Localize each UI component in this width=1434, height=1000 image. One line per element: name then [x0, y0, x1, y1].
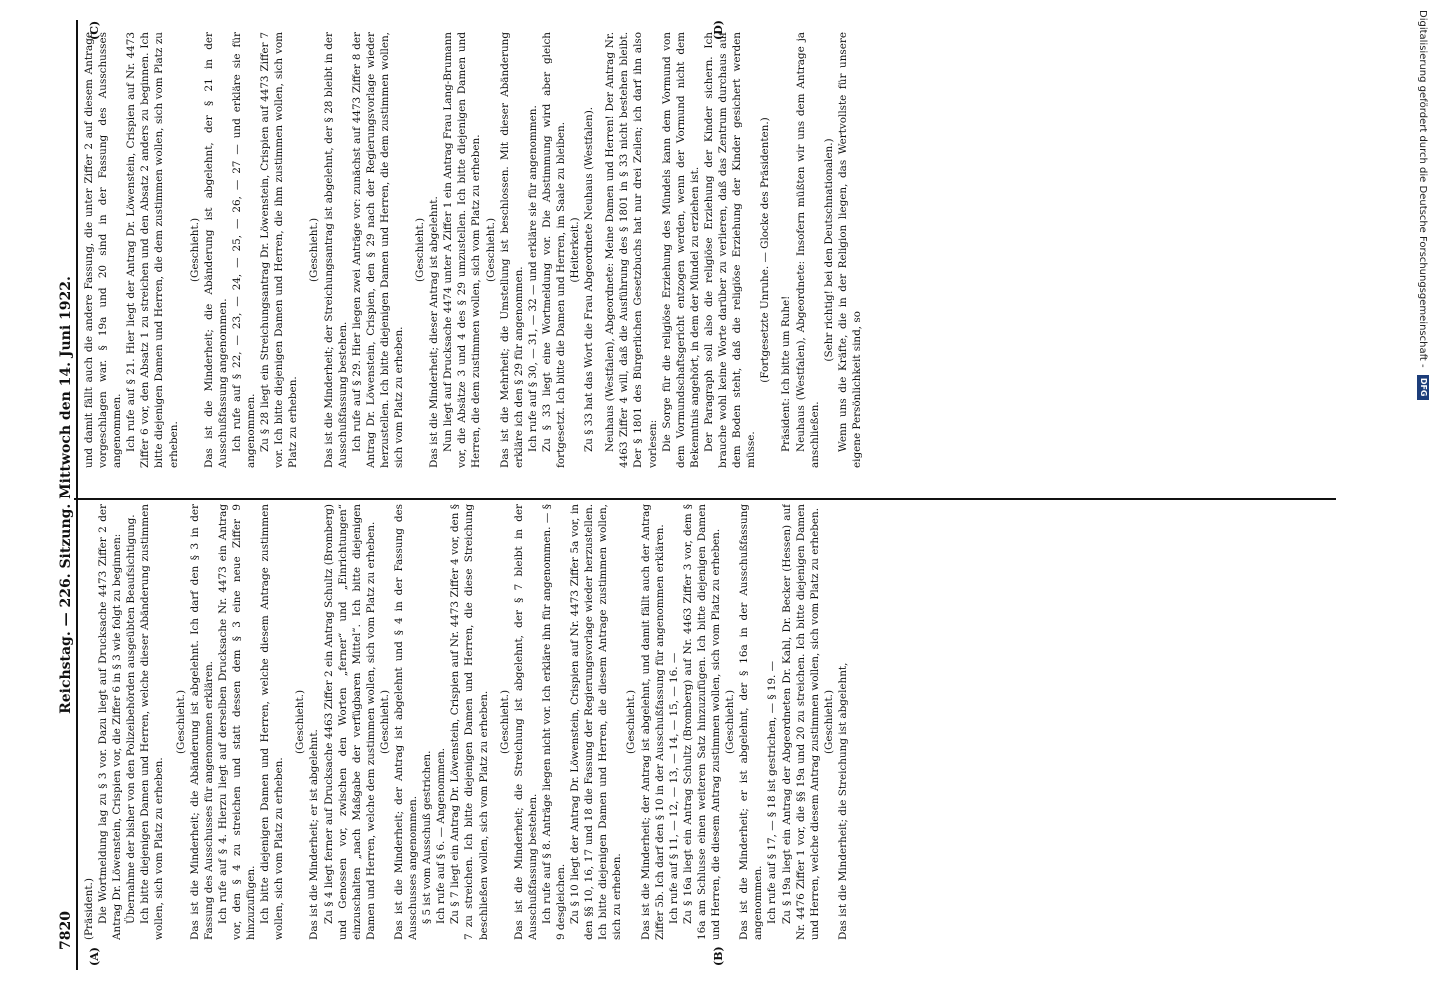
paragraph: und damit fällt auch die andere Fassung, die unter Ziffer 2 auf diesem Antrage vorgeschlagen war. § 19a und 20 sind in der Fassung des Ausschusses angenommen. [83, 32, 124, 468]
paragraph: Ich rufe auf § 29. Hier liegen zwei Anträge vor: zunächst auf 4473 Ziffer 8 der Antrag Dr. Löwenstein, Crispien, den § 29 nach der Regierungsvorlage wieder herzustellen. Ich bitte diejenigen Damen und Herren, die dem zustimmen wollen, sich vom Platz zu erheben. [350, 32, 405, 468]
paragraph: Ich rufe auf § 6. — Angenommen. [435, 747, 448, 924]
paragraph: Zu § 19a liegt ein Antrag der Abgeordneten Dr. Kahl, Dr. Becker (Hessen) auf Nr. 4476 Ziffer 1 vor, die §§ 19a und 20 zu streichen. Ich bitte diejenigen Damen und Herren, welche diesem Antrag zustimmen wollen, sich vom Platz zu erheben. [780, 504, 821, 940]
stage-direction: (Geschieht.) [174, 689, 187, 755]
paragraph: Ich bitte diejenigen Damen und Herren, welche diesem Antrage zustimmen wollen, sich vom Platz zu erheben. [259, 504, 286, 940]
speech-paragraph: Neuhaus (Westfalen), Abgeordnete: Meine Damen und Herren! Der Antrag Nr. 4463 Ziffer 4 will, daß die Ausführung des § 1801 in § 33 nicht bestehen bleibt. Der § 1801 des Bürgerlichen Gesetzbuchs hat nur drei Zeilen; ich darf ihn also vorlesen: [604, 32, 659, 468]
paragraph: Zu § 16a liegt ein Antrag Schultz (Bromberg) auf Nr. 4463 Ziffer 3 vor, dem § 16a am Schlusse einen weiteren Satz hinzuzufügen. Ich bitte diejenigen Damen und Herren, die diesem Antrag zustimmen wollen, sich vom Platz zu erheben. [681, 504, 723, 940]
speech-paragraph: Präsident: Ich bitte um Ruhe! [780, 295, 793, 452]
stage-direction: (Geschieht.) [498, 689, 511, 755]
speech-paragraph: Neuhaus (Westfalen), Abgeordnete: Insofern müßten wir uns dem Antrage ja anschließen. [794, 32, 821, 468]
header-rule [76, 20, 78, 970]
paragraph: Das ist die Minderheit; die Streichung ist abgelehnt, der § 7 bleibt in der Ausschußfassung bestehen. [512, 504, 539, 940]
page-number: 7820 [58, 911, 74, 950]
stage-direction: (Sehr richtig! bei den Deutschnationalen.) [822, 138, 835, 362]
paragraph: Ich rufe auf § 22, — 23, — 24, — 25, — 26, — 27 — und erkläre sie für angenommen. [230, 32, 258, 468]
stage-direction: (Fortgesetzte Unruhe. — Glocke des Präsidenten.) [759, 117, 772, 383]
paragraph: Das ist die Mehrheit; die Umstellung ist beschlossen. Mit dieser Abänderung erkläre ich den § 29 für angenommen. [498, 32, 525, 468]
paragraph: Das ist die Minderheit; die Abänderung ist abgelehnt, der § 21 in der Ausschußfassung angenommen. [202, 32, 229, 468]
paragraph: Die Wortmeldung lag zu § 3 vor. Dazu liegt auf Drucksache 4473 Ziffer 2 der Antrag Dr. Löwenstein, Crispien vor, die Ziffer 6 in § 3 wie folgt zu beginnen: [97, 504, 124, 940]
speaker-label: (Präsident.) [83, 878, 95, 940]
paragraph: Der Paragraph soll also die religiöse Erziehung der Kinder sichern. Ich brauche wohl keine Worte darüber zu verlieren, daß das Zentrum durchaus auf dem Boden steht, daß die religiöse Erziehung der Kinder gesichert werden müsse. [702, 32, 758, 468]
paragraph: Zu § 7 liegt ein Antrag Dr. Löwenstein, Crispien auf Nr. 4473 Ziffer 4 vor, den § 7 zu streichen. Ich bitte diejenigen Damen und Herren, die diese Streichung beschließen wollen, sich vom Platz zu erheben. [449, 504, 490, 940]
paragraph: § 5 ist vom Ausschuß gestrichen. [421, 750, 434, 924]
right-text-column [82, 32, 1332, 468]
paragraph: Ich rufe auf § 4. Hierzu liegt auf derselben Drucksache Nr. 4473 ein Antrag vor, den § 4 zu streichen und statt dessen dem § 3 eine neue Ziffer 9 hinzuzufügen. [216, 504, 258, 940]
paragraph: Das ist die Minderheit; der Antrag ist abgelehnt und § 4 in der Fassung des Ausschusses angenommen. [392, 504, 420, 940]
dfg-logo: DFG [1417, 375, 1429, 400]
stage-direction: (Geschieht.) [625, 689, 638, 755]
stage-direction: (Geschieht.) [294, 689, 307, 755]
quoted-text: Übernahme der bisher von den Polizeibehörden ausgeübten Beaufsichtigung. [125, 514, 138, 924]
stage-direction: (Geschieht.) [724, 689, 737, 755]
paragraph: Das ist die Minderheit; dieser Antrag ist abgelehnt. [428, 196, 441, 468]
margin-marker-a: (A) [88, 947, 101, 966]
column-divider [74, 498, 1336, 500]
paragraph: Das ist die Minderheit; die Streichung ist abgelehnt, [836, 662, 849, 940]
paragraph: Zu § 28 liegt ein Streichungsantrag Dr. Löwenstein, Crispien auf 4473 Ziffer 7 vor. Ich bitte diejenigen Damen und Herren, die ihm zustimmen wollen, sich vom Platz zu erheben. [259, 32, 300, 468]
paragraph: Ich rufe auf § 8. Anträge liegen nicht vor. Ich erkläre ihn für angenommen. — § 9 desgleichen. [540, 504, 567, 940]
paragraph: Das ist die Minderheit; der Antrag ist abgelehnt, und damit fällt auch der Antrag Ziffer 5b. Ich darf den § 10 in der Ausschußfassung für angenommen erklären. [639, 504, 666, 940]
stage-direction: (Heiterkeit.) [569, 217, 582, 283]
paragraph: Ich rufe auf § 17, — § 18 ist gestrichen, — § 19. — [766, 660, 779, 924]
paragraph: Ich rufe auf § 11, — 12, — 13, — 14, — 15, — 16. — [667, 652, 680, 924]
paragraph: Zu § 33 liegt eine Wortmeldung vor. Die Abstimmung wird aber gleich fortgesetzt. Ich bitte die Damen und Herren, im Saale zu bleiben. [540, 32, 567, 468]
margin-marker-b: (B) [712, 946, 725, 966]
paragraph: Das ist die Minderheit; er ist abgelehnt, der § 16a in der Ausschußfassung angenommen. [738, 504, 765, 940]
stage-direction: (Geschieht.) [378, 689, 391, 755]
stage-direction: (Geschieht.) [484, 217, 497, 283]
paragraph: Zu § 10 liegt der Antrag Dr. Löwenstein, Crispien auf Nr. 4473 Ziffer 5a vor, in den §§ 10, 16, 17 und 18 die Fassung der Regierungsvorlage wieder herzustellen. Ich bitte diejenigen Damen und Herren, die diesem Antrage zustimmen wollen, sich zu erheben. [569, 504, 624, 940]
stage-direction: (Geschieht.) [414, 217, 427, 283]
paragraph: Ich bitte diejenigen Damen und Herren, welche dieser Abänderung zustimmen wollen, sich vom Platz zu erheben. [139, 504, 166, 940]
paragraph: Zu § 33 hat das Wort die Frau Abgeordnete Neuhaus (Westfalen). [583, 106, 596, 452]
paragraph: Zu § 4 liegt ferner auf Drucksache 4463 Ziffer 2 ein Antrag Schultz (Bromberg) und Genossen vor, zwischen den Worten „ferner“ und „Einrichtungen“ einzuschalten „nach Maßgabe der verfügbaren Mittel“. Ich bitte diejenigen Damen und Herren, welche dem zustimmen wollen, sich vom Platz zu erheben. [322, 504, 377, 940]
paragraph: Das ist die Minderheit; die Abänderung ist abgelehnt. Ich darf den § 3 in der Fassung des Ausschusses für angenommen erklären. [188, 504, 215, 940]
paragraph: Das ist die Minderheit; er ist abgelehnt. [308, 729, 321, 940]
left-text-column [82, 504, 1332, 940]
paragraph: Das ist die Minderheit; der Streichungsantrag ist abgelehnt, der § 28 bleibt in der Ausschußfassung bestehen. [322, 32, 349, 468]
margin-marker-d: (D) [712, 20, 725, 40]
paragraph: Nun liegt auf Drucksache 4474 unter A Ziffer 1 ein Antrag Frau Lang-Brumann vor, die Absätze 3 und 4 des § 29 umzustellen. Ich bitte diejenigen Damen und Herren, die dem zustimmen wollen, sich vom Platz zu erheben. [442, 32, 483, 468]
stage-direction: (Geschieht.) [188, 217, 201, 283]
credit-text: Digitalisierung gefördert durch die Deutsche Forschungsgemeinschaft - [1417, 10, 1428, 368]
paragraph: Ich rufe auf § 21. Hier liegt der Antrag Dr. Löwenstein, Crispien auf Nr. 4473 Ziffer 6 vor, den Absatz 1 zu streichen und den Absatz 2 anders zu beginnen. Ich bitte diejenigen Damen und Herren, die dem zustimmen wollen, sich vom Platz zu erheben. [125, 32, 180, 468]
margin-marker-c: (C) [88, 20, 101, 40]
stage-direction: (Geschieht.) [822, 689, 835, 755]
quoted-law-text: Die Sorge für die religiöse Erziehung des Mündels kann dem Vormund von dem Vormundschaftsgericht entzogen werden, wenn der Vormund nicht dem Bekenntnis angehört, in dem der Mündel zu erziehen ist. [660, 32, 701, 468]
digitization-credit [1412, 10, 1432, 990]
page-title: Reichstag. — 226. Sitzung. Mittwoch den 14. Juni 1922. [58, 276, 74, 714]
paragraph: Wenn uns die Kräfte, die in der Religion liegen, das Wertvollste für unsere eigene Persönlichkeit sind, so [836, 32, 863, 468]
page-header [58, 20, 74, 970]
stage-direction: (Geschieht.) [308, 217, 321, 283]
paragraph: Ich rufe auf § 30, — 31, — 32 — und erkläre sie für angenommen. [526, 105, 539, 452]
